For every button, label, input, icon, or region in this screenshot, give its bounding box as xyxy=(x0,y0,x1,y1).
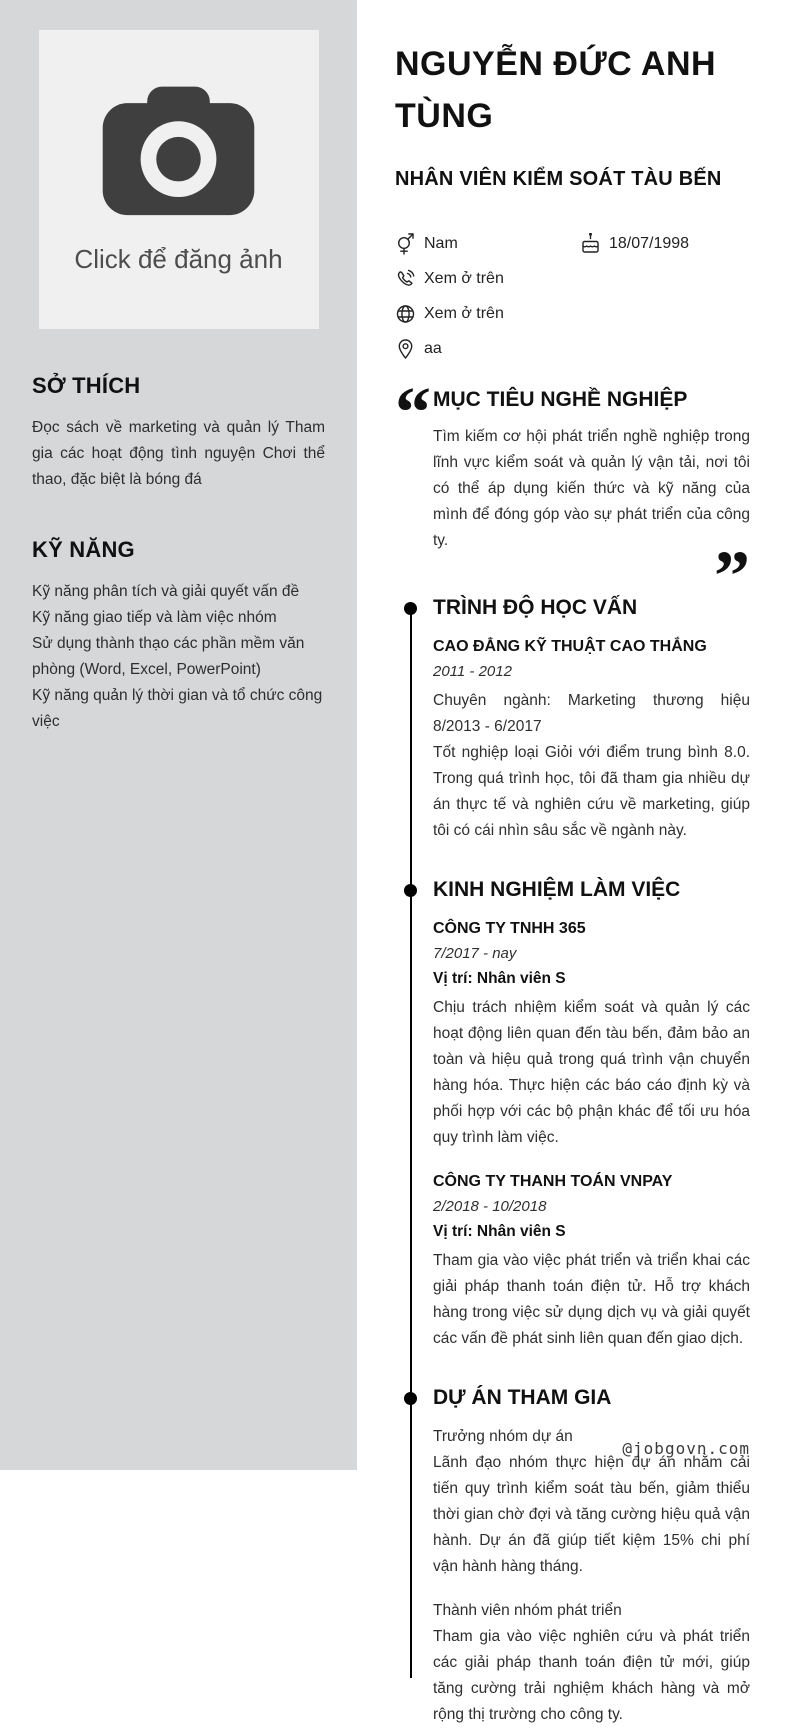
gender-icon xyxy=(395,233,416,255)
photo-upload-button[interactable] xyxy=(39,30,319,329)
job-dates: 2/2018 - 10/2018 xyxy=(433,1198,547,1215)
close-quote-icon: ” xyxy=(714,536,750,616)
camera-icon xyxy=(96,85,261,230)
experience-title: KINH NGHIỆM LÀM VIỆC xyxy=(433,878,750,902)
project-entry xyxy=(433,1602,750,1728)
birthday-cake-icon xyxy=(580,233,601,255)
sidebar xyxy=(0,0,357,1470)
project-description: Lãnh đạo nhóm thực hiện dự án nhằm cải tiến quy trình kiểm soát tàu bến, giảm thiểu thời gian chờ đợi và tăng cường hiệu quả vận hành. Dự án đã giúp tiết kiệm 15% chi phí vận hành hàng tháng. xyxy=(433,1454,750,1575)
job-company: CÔNG TY THANH TOÁN VNPAY xyxy=(433,1173,673,1190)
skills-section xyxy=(32,537,325,735)
job-description: Tham gia vào việc phát triển và triển khai các giải pháp thanh toán điện tử. Hỗ trợ khách hàng trong việc sử dụng dịch vụ và giải quyết các vấn đề phát sinh liên quan đến giao dịch. xyxy=(433,1252,750,1347)
project-description: Tham gia vào việc nghiên cứu và phát triển các giải pháp thanh toán điện tử mới, giúp tăng cường trải nghiệm khách hàng và mở rộng thị trường cho công ty. xyxy=(433,1628,750,1723)
projects-title: DỰ ÁN THAM GIA xyxy=(433,1386,750,1410)
candidate-name: NGUYỄN ĐỨC ANH TÙNG xyxy=(395,45,717,135)
location-pin-icon xyxy=(395,338,416,360)
education-dates: 2011 - 2012 xyxy=(433,663,512,680)
objective-title: MỤC TIÊU NGHỀ NGHIỆP xyxy=(433,388,688,411)
phone-icon xyxy=(395,268,416,290)
timeline-bullet xyxy=(404,1392,417,1405)
skill-item: Sử dụng thành thạo các phần mềm văn phòng (Word, Excel, PowerPoint) xyxy=(32,635,305,678)
education-entry xyxy=(433,638,750,844)
experience-entry xyxy=(433,920,750,1151)
job-company: CÔNG TY TNHH 365 xyxy=(433,920,586,937)
info-website-value: Xem ở trên xyxy=(424,305,504,322)
info-phone xyxy=(395,268,504,290)
education-school: CAO ĐẲNG KỸ THUẬT CAO THẮNG xyxy=(433,638,707,655)
info-website xyxy=(395,303,504,325)
experience-entry xyxy=(433,1173,750,1352)
open-quote-icon: “ xyxy=(395,372,431,452)
education-description: Tốt nghiệp loại Giỏi với điểm trung bình 8.0. Trong quá trình học, tôi đã tham gia nhiều dự án thực tế và nghiên cứu về marketing, giúp tôi có cái nhìn sâu sắc về ngành này. xyxy=(433,744,750,839)
main-column xyxy=(357,0,790,1723)
info-phone-value: Xem ở trên xyxy=(424,270,504,287)
job-position: Vị trí: Nhân viên S xyxy=(433,1223,566,1240)
job-dates: 7/2017 - nay xyxy=(433,945,517,962)
cv-header xyxy=(395,38,750,191)
skills-list xyxy=(32,579,325,735)
project-role: Thành viên nhóm phát triển xyxy=(433,1602,622,1619)
hobbies-title: SỞ THÍCH xyxy=(32,373,141,398)
education-major: Chuyên ngành: Marketing thương hiệu 8/2013 - 6/2017 xyxy=(433,692,750,735)
info-birthday xyxy=(580,233,689,255)
photo-upload-label: Click để đăng ảnh xyxy=(74,243,283,274)
hobbies-section xyxy=(32,373,325,493)
info-address-value: aa xyxy=(424,340,442,357)
skill-item: Kỹ năng giao tiếp và làm việc nhóm xyxy=(32,609,277,626)
globe-icon xyxy=(395,303,416,325)
personal-info xyxy=(395,233,750,360)
info-address xyxy=(395,338,442,360)
skills-title: KỸ NĂNG xyxy=(32,537,135,562)
info-gender xyxy=(395,233,580,255)
info-gender-value: Nam xyxy=(424,235,458,252)
job-position: Vị trí: Nhân viên S xyxy=(433,970,566,987)
skill-item: Kỹ năng quản lý thời gian và tổ chức công việc xyxy=(32,687,323,730)
project-role: Trưởng nhóm dự án xyxy=(433,1428,573,1445)
info-birthday-value: 18/07/1998 xyxy=(609,235,690,252)
projects-section xyxy=(433,1386,750,1728)
education-title: TRÌNH ĐỘ HỌC VẤN xyxy=(433,596,750,620)
skill-item: Kỹ năng phân tích và giải quyết vấn đề xyxy=(32,583,300,600)
experience-section xyxy=(433,878,750,1352)
timeline-line xyxy=(410,608,412,1678)
timeline xyxy=(395,596,750,1728)
education-section xyxy=(433,596,750,844)
candidate-job-title: NHÂN VIÊN KIỂM SOÁT TÀU BẾN xyxy=(395,168,722,190)
site-watermark: @jobgovn.com xyxy=(622,1439,750,1458)
objective-text: Tìm kiếm cơ hội phát triển nghề nghiệp trong lĩnh vực kiểm soát và quản lý vận tải, nơi tôi có thể áp dụng kiến thức và kỹ năng của mình để đóng góp vào sự phát triển của công ty. xyxy=(433,428,750,549)
hobbies-text: Đọc sách về marketing và quản lý Tham gia các hoạt động tình nguyện Chơi thể thao, đặc biệt là bóng đá xyxy=(32,419,325,488)
timeline-bullet xyxy=(404,884,417,897)
timeline-bullet xyxy=(404,602,417,615)
job-description: Chịu trách nhiệm kiểm soát và quản lý các hoạt động liên quan đến tàu bến, đảm bảo an toàn và hiệu quả trong quá trình vận chuyển hàng hóa. Thực hiện các báo cáo định kỳ và phối hợp với các bộ phận khác để tối ưu hóa quy trình làm việc. xyxy=(433,999,750,1146)
